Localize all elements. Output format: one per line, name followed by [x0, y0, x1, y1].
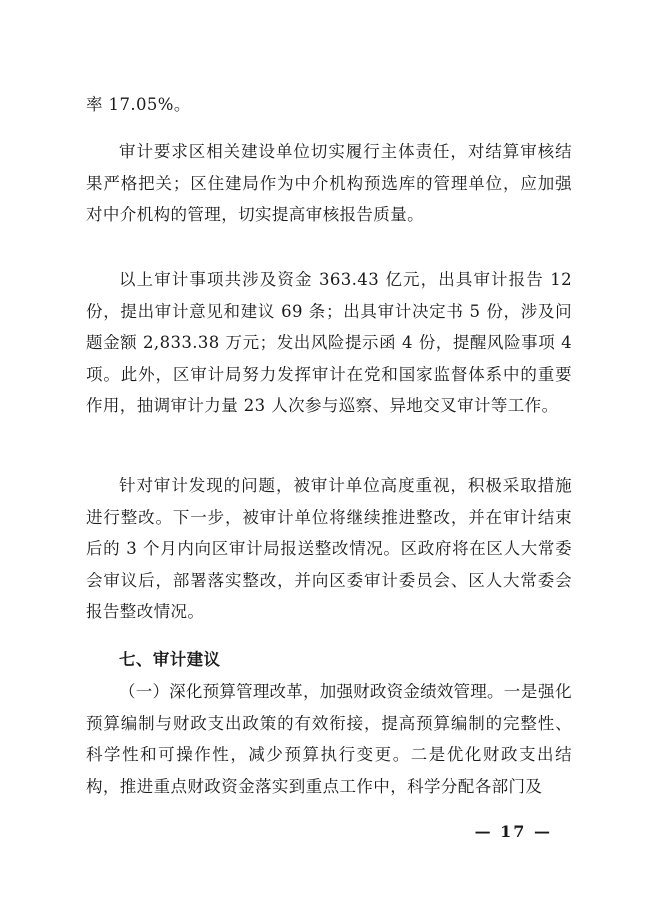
- section-heading-audit-suggestions: 七、审计建议: [119, 650, 221, 669]
- paragraph-rectification: 针对审计发现的问题，被审计单位高度重视，积极采取措施进行整改。下一步，被审计单位将继续推进整改，并在审计结束后的 3 个月内向区审计局报送整改情况。区政府将在区人大常委会审议后，部署落实整改，并向区委审计委员会、区人大常委会报告整改情况。: [86, 476, 572, 622]
- paragraph-budget-reform-body: 一是强化预算编制与财政支出政策的有效衔接，提高预算编制的完整性、科学性和可操作性，减少预算执行变更。二是优化财政支出结构，推进重点财政资金落实到重点工作中，科学分配各部门及: [86, 682, 572, 796]
- sub-heading-budget-reform: （一）深化预算管理改革，加强财政资金绩效管理。: [119, 682, 504, 701]
- paragraph-audit-summary: 以上审计事项共涉及资金 363.43 亿元，出具审计报告 12 份，提出审计意见和建议 69 条；出具审计决定书 5 份，涉及问题金额 2,833.38 万元；发出风险提示函 4 份，提醒风险事项 4 项。此外，区审计局努力发挥审计在党和国家监督体系中的重要作用，抽调审计力量 23 人次参与巡察、异地交叉审计等工作。: [86, 270, 572, 416]
- paragraph-budget-reform: [86, 676, 572, 802]
- paragraph-continuation: 率 17.05%。: [86, 95, 191, 114]
- paragraph-audit-requirements: 审计要求区相关建设单位切实履行主体责任，对结算审核结果严格把关；区住建局作为中介机构预选库的管理单位，应加强对中介机构的管理，切实提高审核报告质量。: [86, 142, 572, 225]
- page-number: — 17 —: [474, 822, 552, 841]
